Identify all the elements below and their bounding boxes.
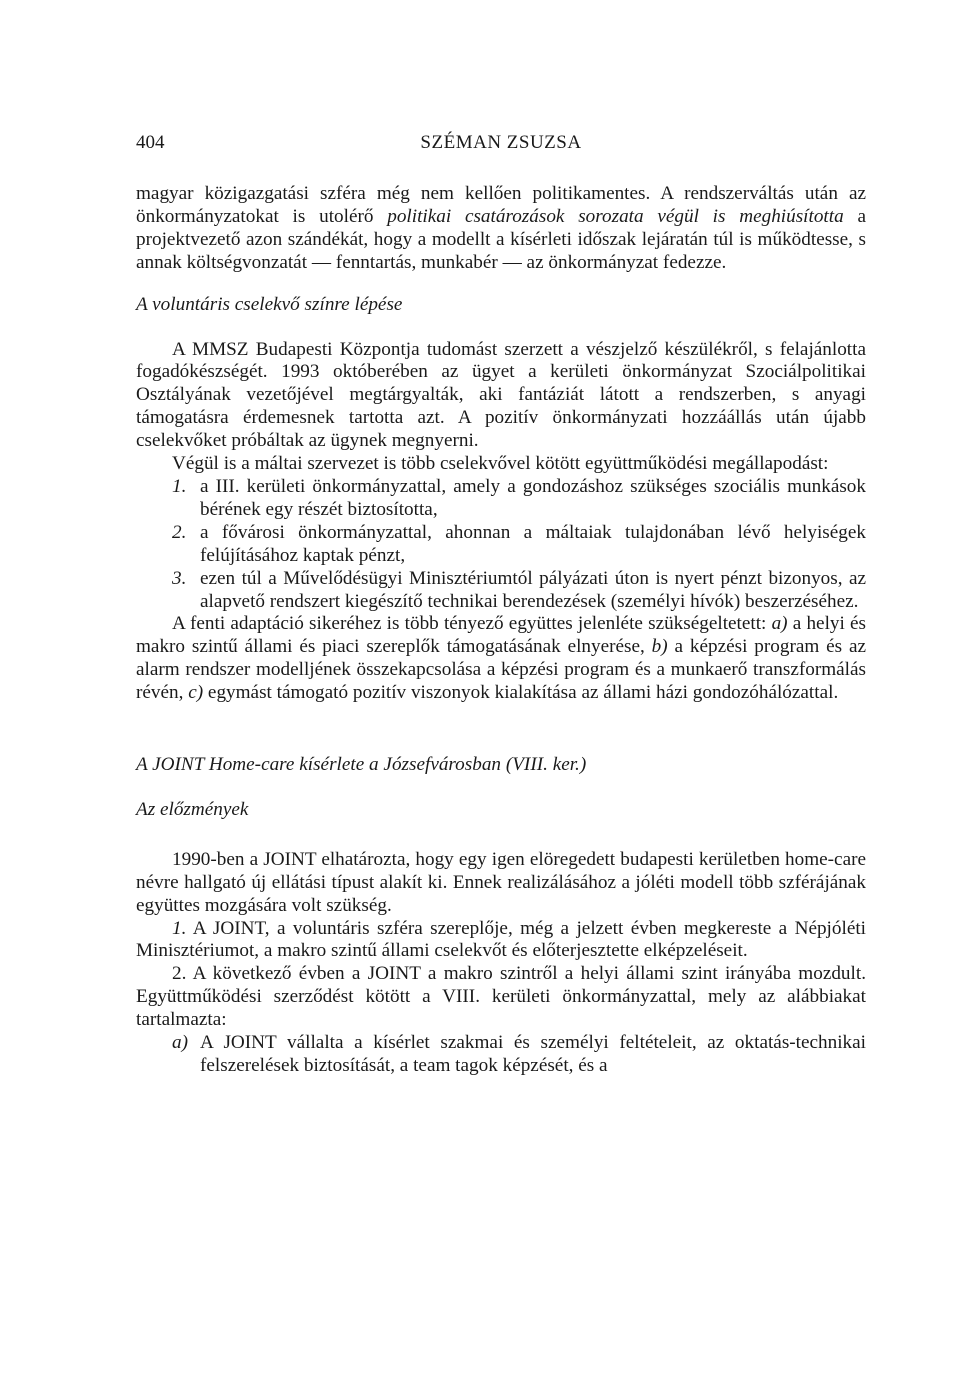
paragraph-7-number: 2. [172, 963, 187, 985]
list-item [136, 476, 866, 522]
list-item-text: A JOINT vállalta a kísérlet szakmai és személyi feltételeit, az oktatás-technikai felszerelések biztosítását, a team tagok képzését, és a [200, 1032, 866, 1076]
section-heading-voluntary: A voluntáris cselekvő színre lépése [136, 293, 403, 315]
paragraph-4-text-b: a helyi és makro szintű állami és piaci szereplők támogatásának elnyerése, [136, 613, 866, 658]
paragraph-1-italic: politikai csatározások sorozata végül is meghiúsította [387, 205, 844, 227]
paragraph-4 [136, 613, 866, 705]
list-item [136, 568, 866, 614]
paragraph-1-text-c: a projektvezető azon szándékát, hogy a modellt a kísérleti időszak lejáratán túl is működtesse, s annak költségvonzatát — fenntartás, munkabér — az önkormányzat fedezze. [136, 205, 866, 273]
list-item-text: a fővárosi önkormányzattal, ahonnan a máltaiak tulajdonában lévő helyiségek felújításához kaptak pénzt, [200, 521, 866, 566]
section-heading-joint: A JOINT Home-care kísérlete a Józsefvárosban (VIII. ker.) [136, 754, 587, 776]
contract-list [136, 1032, 866, 1078]
paragraph-1 [136, 183, 866, 275]
paragraph-6-text: A JOINT, a voluntáris szféra szereplője, még a jelzett évben megkereste a Népjóléti Minisztériumot, a makro szintű állami cselekvőt és előterjesztette elképzeléseit. [136, 917, 866, 962]
paragraph-2: A MMSZ Budapesti Központja tudomást szerzett a vészjelző készülékről, s felajánlotta fogadókészségét. 1993 októberében az ügyet a kerületi önkormányzat Szociálpolitikai Osztályának vezetőjével megtárgyalták, aki fantáziát látott a rendszerben, s anyagi támogatásra érdemesnek tartotta azt. A pozitív önkormányzati hozzáállás után újabb cselekvőket próbáltak az ügynek megnyerni. [136, 338, 866, 452]
subsection-heading-background: Az előzmények [136, 798, 249, 820]
paragraph-4-text-c: a képzési program és az alarm rendszer modelljének összekapcsolása a képzési program és a munkaerő transzformálás révén, [136, 636, 866, 704]
list-item [136, 1032, 866, 1078]
list-item-letter: a) [172, 1032, 188, 1054]
list-item-number: 3. [172, 567, 187, 589]
body-text [136, 183, 866, 1078]
paragraph-5: 1990-ben a JOINT elhatározta, hogy egy igen elöregedett budapesti kerületben home-care névre hallgató új ellátási típust alakít ki. Ennek realizálásához a jóléti modell több szférájának együttes mozgására volt szükség. [136, 848, 866, 916]
paragraph-4-label-c: c) [188, 682, 204, 704]
paragraph-4-text-d: egymást támogató pozitív viszonyok kialakítása az állami házi gondozóhálózattal. [203, 682, 839, 704]
list-item-number: 2. [172, 521, 187, 543]
agreement-list [136, 476, 866, 613]
paragraph-7-text: A következő évben a JOINT a makro szintről a helyi állami szint irányába mozdult. Együttműködési szerződést kötött a VIII. kerületi önkormányzattal, mely az alábbiakat tartalmazta: [136, 963, 866, 1031]
page-number: 404 [136, 132, 165, 153]
paragraph-4-label-b: b) [651, 636, 668, 658]
running-title: SZÉMAN ZSUZSA [420, 132, 582, 153]
list-item-number: 1. [172, 475, 187, 497]
paragraph-6-number: 1. [172, 917, 187, 939]
paragraph-6 [136, 918, 866, 964]
paragraph-3: Végül is a máltai szervezet is több cselekvővel kötött együttműködési megállapodást: [172, 453, 829, 475]
list-item [136, 522, 866, 568]
paragraph-4-label-a: a) [771, 613, 788, 635]
paragraph-1-text-a: magyar közigazgatási szféra még nem kellően politikamentes. A rendszerváltás után az önkormányzatokat is utolérő [136, 183, 866, 227]
paragraph-7 [136, 963, 866, 1032]
list-item-text: a III. kerületi önkormányzattal, amely a gondozáshoz szükséges szociális munkások bérének egy részét biztosította, [200, 475, 866, 520]
list-item-text: ezen túl a Művelődésügyi Minisztériumtól pályázati úton is nyert pénzt bizonyos, az alapvető rendszert kiegészítő technikai berendezések (személyi hívók) beszerzéséhez. [200, 567, 866, 612]
page-header [136, 132, 866, 162]
paragraph-4-text-a: A fenti adaptáció sikeréhez is több tényező együttes jelenléte szükségeltetett: [172, 613, 772, 635]
